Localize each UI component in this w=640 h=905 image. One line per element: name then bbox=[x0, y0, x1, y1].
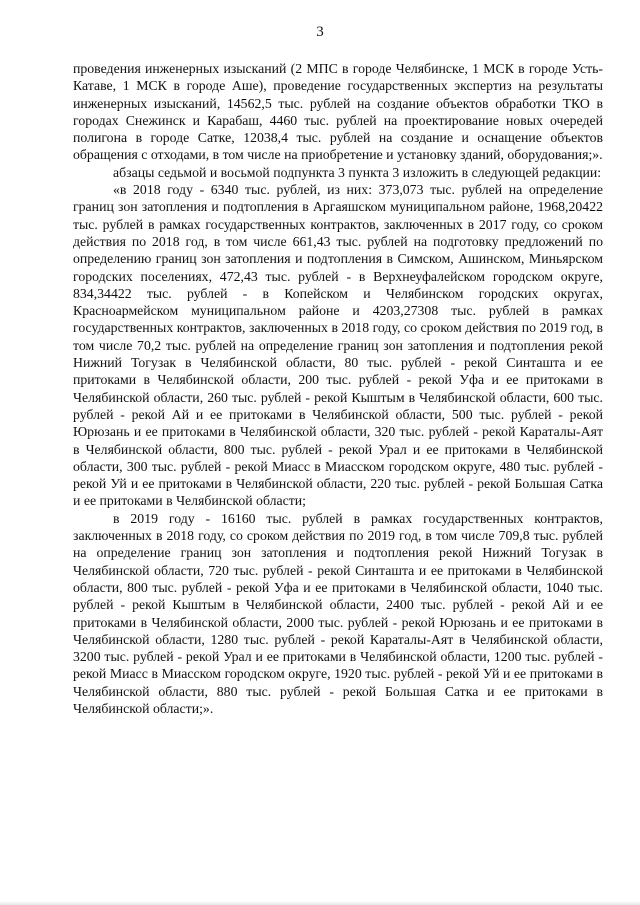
page-number: 3 bbox=[316, 24, 324, 40]
document-body bbox=[73, 60, 603, 717]
paragraph-3: «в 2018 году - 6340 тыс. рублей, из них: 373,073 тыс. рублей на определение границ зон затопления и подтопления в Аргаяшском муниципальном районе, 1968,20422 тыс. рублей в рамках государственных контрактов, заключенных в 2017 году, со сроком действия по 2018 год, в том числе 661,43 тыс. рублей на подготовку предложений по определению границ зон затопления и подтопления в Симском, Ашинском, Миньярском городских поселениях, 472,43 тыс. рублей - в Верхнеуфалейском городском округе, 834,34422 тыс. рублей - в Копейском и Челябинском городских округах, Красноармейском муниципальном районе и 4203,27308 тыс. рублей в рамках государственных контрактов, заключенных в 2018 году, со сроком действия по 2019 год, в том числе 70,2 тыс. рублей на определение границ зон затопления и подтопления рекой Нижний Тогузак в Челябинской области, 80 тыс. рублей - рекой Синташта и ее притоками в Челябинской области, 200 тыс. рублей - рекой Уфа и ее притоками в Челябинской области, 260 тыс. рублей - рекой Кыштым в Челябинской области, 600 тыс. рублей - рекой Ай и ее притоками в Челябинской области, 500 тыс. рублей - рекой Юрюзань и ее притоками в Челябинской области, 320 тыс. рублей - рекой Караталы-Аят в Челябинской области, 800 тыс. рублей - рекой Урал и ее притоками в Челябинской области, 300 тыс. рублей - рекой Миасс в Миасском городском округе, 480 тыс. рублей - рекой Уй и ее притоками в Челябинской области, 220 тыс. рублей - рекой Большая Сатка и ее притоками в Челябинской области; bbox=[73, 182, 603, 509]
scan-bottom-edge bbox=[0, 901, 640, 905]
paragraph-2: абзацы седьмой и восьмой подпункта 3 пункта 3 изложить в следующей редакции: bbox=[113, 164, 602, 180]
paragraph-1: проведения инженерных изысканий (2 МПС в городе Челябинске, 1 МСК в городе Усть-Катаве, 1 МСК в городе Аше), проведение государственных экспертиз на результаты инженерных изысканий, 14562,5 тыс. рублей на создание объектов обработки ТКО в городах Снежинск и Карабаш, 4460 тыс. рублей на проектирование новых очередей полигона в городе Сатке, 12038,4 тыс. рублей на создание и оснащение объектов обращения с отходами, в том числе на приобретение и установку зданий, оборудования;». bbox=[73, 61, 603, 163]
paragraph-4: в 2019 году - 16160 тыс. рублей в рамках государственных контрактов, заключенных в 2018 году, со сроком действия по 2019 год, в том числе 709,8 тыс. рублей на определение границ зон затопления и подтопления рекой Нижний Тогузак в Челябинской области, 720 тыс. рублей - рекой Синташта и ее притоками в Челябинской области, 800 тыс. рублей - рекой Уфа и ее притоками в Челябинской области, 1040 тыс. рублей - рекой Кыштым в Челябинской области, 2400 тыс. рублей - рекой Ай и ее притоками в Челябинской области, 2000 тыс. рублей - рекой Юрюзань и ее притоками в Челябинской области, 1280 тыс. рублей - рекой Караталы-Аят в Челябинской области, 3200 тыс. рублей - рекой Урал и ее притоками в Челябинской области, 1200 тыс. рублей - рекой Миасс в Миасском городском округе, 1920 тыс. рублей - рекой Уй и ее притоками в Челябинской области, 880 тыс. рублей - рекой Большая Сатка и ее притоками в Челябинской области;». bbox=[73, 510, 603, 716]
